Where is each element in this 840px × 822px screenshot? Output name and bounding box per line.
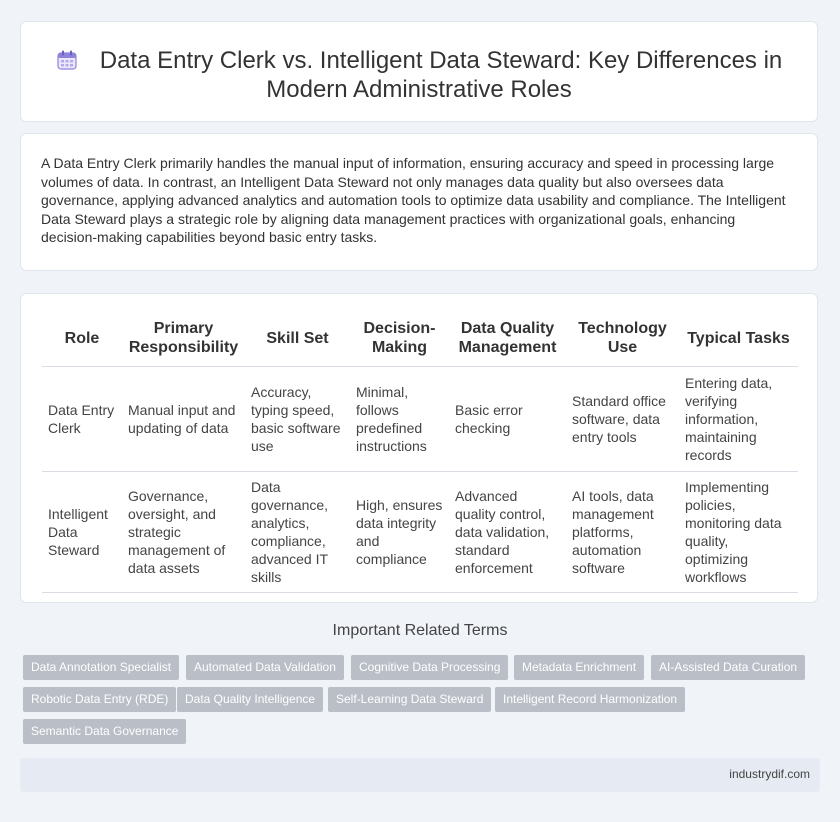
page-title-text: Data Entry Clerk vs. Intelligent Data Steward: Key Differences in Modern Administrative Roles: [99, 47, 783, 103]
comparison-table: [42, 310, 798, 593]
table-cell: Accuracy, typing speed, basic software use: [245, 367, 350, 472]
header-primary-responsibility: Primary Responsibility: [122, 310, 245, 367]
header-skill-set: Skill Set: [245, 310, 350, 367]
related-term-tag[interactable]: Data Quality Intelligence: [177, 687, 323, 712]
related-terms-title: Important Related Terms: [332, 622, 508, 639]
table-cell: Manual input and updating of data: [122, 367, 245, 472]
header-typical-tasks: Typical Tasks: [679, 310, 798, 367]
intro-card: [20, 133, 818, 271]
table-cell: Intelligent Data Steward: [42, 472, 122, 593]
table-cell: Data governance, analytics, compliance, advanced IT skills: [245, 472, 350, 593]
table-cell: Data Entry Clerk: [42, 367, 122, 472]
related-term-tag[interactable]: Self-Learning Data Steward: [328, 687, 491, 712]
header-data-quality-management: Data Quality Management: [449, 310, 566, 367]
title-card: [20, 21, 818, 122]
header-role: Role: [42, 310, 122, 367]
calendar-icon: [56, 49, 78, 71]
table-cell: Implementing policies, monitoring data quality, optimizing workflows: [679, 472, 798, 593]
footer: [20, 758, 820, 792]
footer-site[interactable]: industrydif.com: [729, 767, 810, 781]
related-term-tag[interactable]: Semantic Data Governance: [23, 719, 186, 744]
table-cell: High, ensures data integrity and compliance: [350, 472, 449, 593]
table-header-row: [42, 310, 798, 367]
table-cell: Minimal, follows predefined instructions: [350, 367, 449, 472]
table-cell: Governance, oversight, and strategic management of data assets: [122, 472, 245, 593]
related-term-tag[interactable]: Intelligent Record Harmonization: [495, 687, 685, 712]
table-row: [42, 367, 798, 472]
table-cell: Basic error checking: [449, 367, 566, 472]
table-cell: Advanced quality control, data validation, standard enforcement: [449, 472, 566, 593]
related-term-tag[interactable]: Data Annotation Specialist: [23, 655, 179, 680]
related-term-tag[interactable]: Metadata Enrichment: [514, 655, 644, 680]
related-term-tag[interactable]: Robotic Data Entry (RDE): [23, 687, 176, 712]
table-cell: Standard office software, data entry tools: [566, 367, 679, 472]
table-row: [42, 472, 798, 593]
related-term-tag[interactable]: Automated Data Validation: [186, 655, 344, 680]
page-title: [21, 46, 817, 104]
intro-paragraph: A Data Entry Clerk primarily handles the manual input of information, ensuring accuracy and speed in processing large volumes of data. In contrast, an Intelligent Data Steward not only manages data quality but also oversees data governance, applying advanced analytics and automation tools to optimize data usability and compliance. The Intelligent Data Steward plays a strategic role by aligning data management practices with organizational goals, enhancing decision-making capabilities beyond basic entry tasks.: [41, 155, 786, 245]
header-decision-making: Decision-Making: [350, 310, 449, 367]
comparison-card: [20, 293, 818, 603]
table-cell: AI tools, data management platforms, automation software: [566, 472, 679, 593]
related-term-tag[interactable]: AI-Assisted Data Curation: [651, 655, 805, 680]
table-cell: Entering data, verifying information, maintaining records: [679, 367, 798, 472]
related-term-tag[interactable]: Cognitive Data Processing: [351, 655, 508, 680]
header-technology-use: Technology Use: [566, 310, 679, 367]
